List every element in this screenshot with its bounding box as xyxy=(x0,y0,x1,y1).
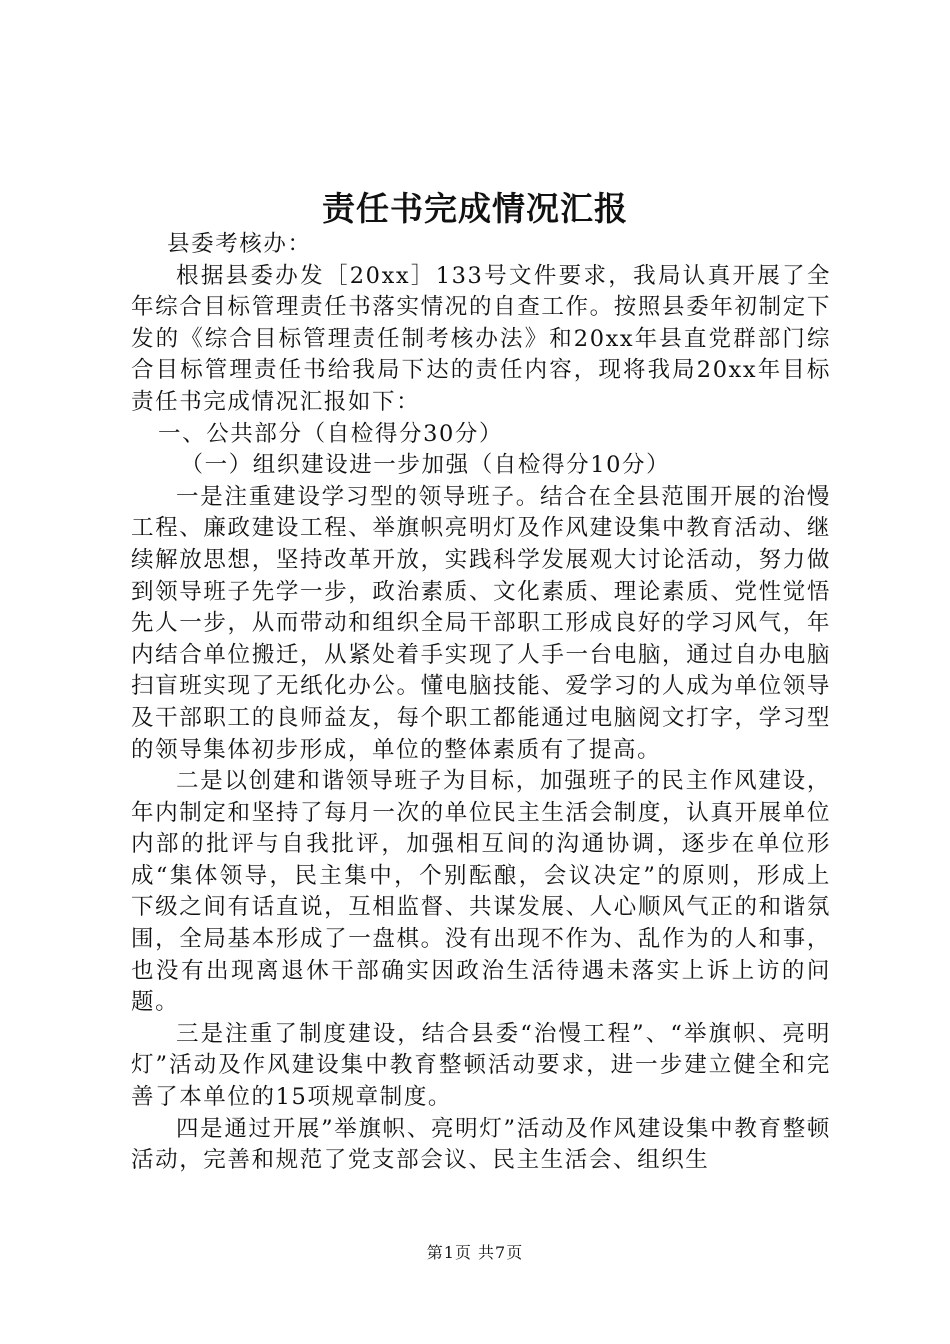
paragraph-intro: 根据县委办发［20xx］133号文件要求，我局认真开展了全年综合目标管理责任书落实情况的自查工作。按照县委年初制定下发的《综合目标管理责任制考核办法》和20xx年县直党群部门综合目标管理责任书给我局下达的责任内容，现将我局20xx年目标责任书完成情况汇报如下： xyxy=(131,262,831,415)
paragraph-item-3: 三是注重了制度建设，结合县委“治慢工程”、“举旗帜、亮明灯”活动及作风建设集中教育整顿活动要求，进一步建立健全和完善了本单位的15项规章制度。 xyxy=(131,1020,831,1111)
document-body xyxy=(131,229,831,1177)
paragraph-item-2: 二是以创建和谐领导班子为目标，加强班子的民主作风建设，年内制定和坚持了每月一次的单位民主生活会制度，认真开展单位内部的批评与自我批评，加强相互间的沟通协调，逐步在单位形成“集体领导，民主集中，个别酝酿，会议决定”的原则，形成上下级之间有话直说，互相监督、共谋发展、人心顺风气正的和谐氛围，全局基本形成了一盘棋。没有出现不作为、乱作为的人和事，也没有出现离退休干部确实因政治生活待遇未落实上诉上访的问题。 xyxy=(131,768,831,1016)
paragraph-item-1: 一是注重建设学习型的领导班子。结合在全县范围开展的治慢工程、廉政建设工程、举旗帜亮明灯及作风建设集中教育活动、继续解放思想，坚持改革开放，实践科学发展观大讨论活动，努力做到领导班子先学一步，政治素质、文化素质、理论素质、党性觉悟先人一步，从而带动和组织全局干部职工形成良好的学习风气，年内结合单位搬迁，从紧处着手实现了人手一台电脑，通过自办电脑扫盲班实现了无纸化办公。懂电脑技能、爱学习的人成为单位领导及干部职工的良师益友，每个职工都能通过电脑阅文打字，学习型的领导集体初步形成，单位的整体素质有了提高。 xyxy=(131,483,831,763)
document-title: 责任书完成情况汇报 xyxy=(322,189,628,228)
subsection-heading: （一）组织建设进一步加强（自检得分10分） xyxy=(180,452,671,479)
paragraph-item-4: 四是通过开展”举旗帜、亮明灯”活动及作风建设集中教育整顿活动，完善和规范了党支部会议、民主生活会、组织生 xyxy=(131,1115,831,1174)
page-number-footer: 第1页 共7页 xyxy=(426,1243,524,1262)
salutation: 县委考核办： xyxy=(167,231,312,257)
section-heading: 一、公共部分（自检得分30分） xyxy=(158,420,504,447)
